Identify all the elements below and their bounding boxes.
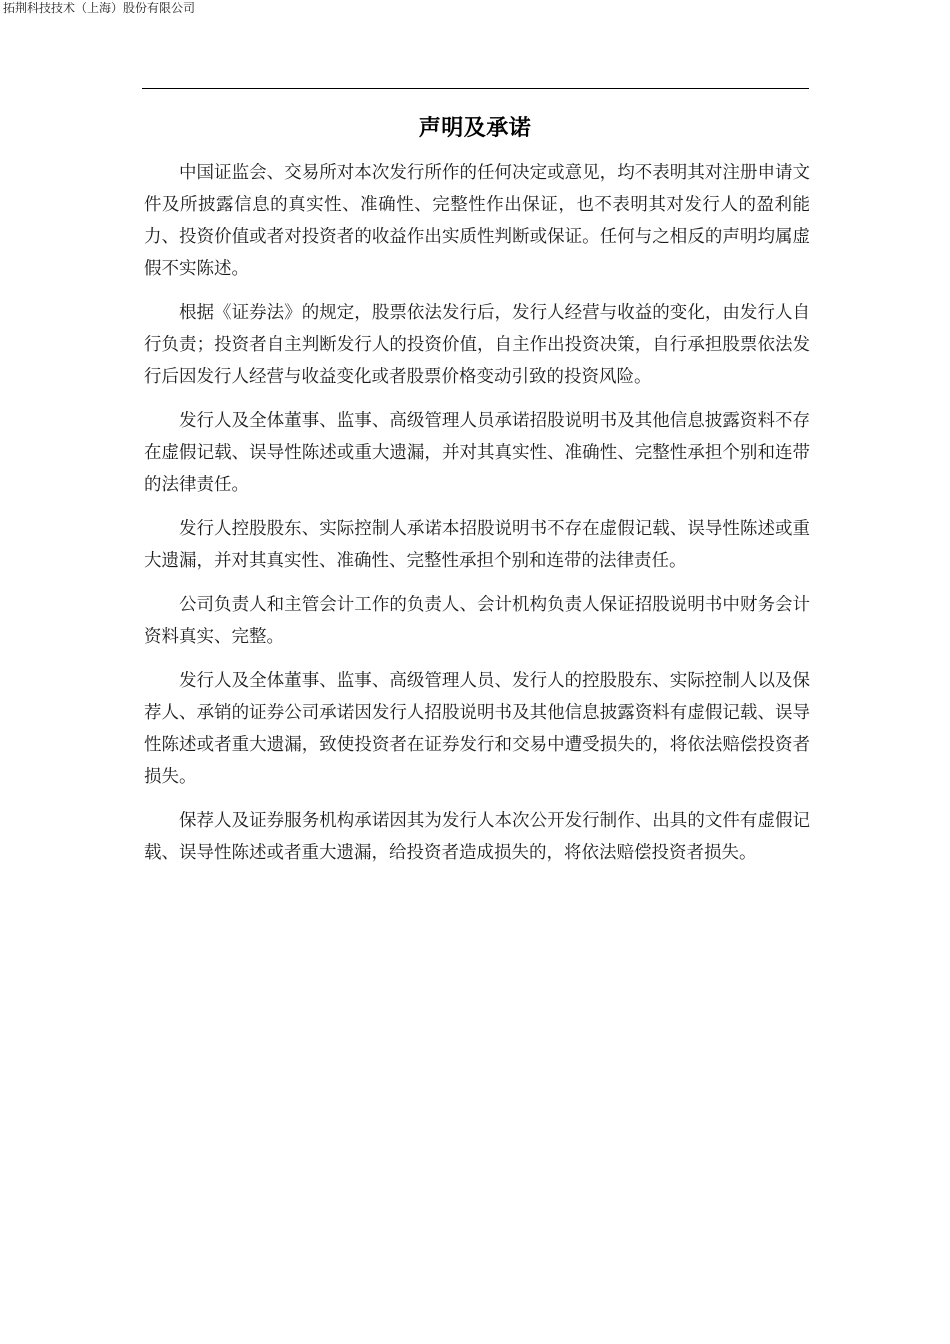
- paragraph-investment-risk: 根据《证券法》的规定，股票依法发行后，发行人经营与收益的变化，由发行人自行负责；投资者自主判断发行人的投资价值，自主作出投资决策，自行承担股票依法发行后因发行人经营与收益变化或者股票价格变动引致的投资风险。: [144, 303, 810, 387]
- statement-body: [144, 157, 810, 881]
- document-title: 声明及承诺: [418, 116, 532, 141]
- header-divider: [142, 88, 809, 89]
- paragraph-regulator-disclaimer: 中国证监会、交易所对本次发行所作的任何决定或意见，均不表明其对注册申请文件及所披露信息的真实性、准确性、完整性作出保证，也不表明其对发行人的盈利能力、投资价值或者对投资者的收益作出实质性判断或保证。任何与之相反的声明均属虚假不实陈述。: [144, 163, 810, 279]
- paragraph-compensation-commitment: 发行人及全体董事、监事、高级管理人员、发行人的控股股东、实际控制人以及保荐人、承销的证券公司承诺因发行人招股说明书及其他信息披露资料有虚假记载、误导性陈述或者重大遗漏，致使投资者在证券发行和交易中遭受损失的，将依法赔偿投资者损失。: [144, 671, 810, 787]
- paragraph-sponsor-commitment: 保荐人及证券服务机构承诺因其为发行人本次公开发行制作、出具的文件有虚假记载、误导性陈述或者重大遗漏，给投资者造成损失的，将依法赔偿投资者损失。: [144, 811, 810, 863]
- paragraph-financial-assurance: 公司负责人和主管会计工作的负责人、会计机构负责人保证招股说明书中财务会计资料真实、完整。: [144, 595, 810, 647]
- paragraph-directors-commitment: 发行人及全体董事、监事、高级管理人员承诺招股说明书及其他信息披露资料不存在虚假记载、误导性陈述或重大遗漏，并对其真实性、准确性、完整性承担个别和连带的法律责任。: [144, 411, 810, 495]
- page-header-company: 拓荆科技技术（上海）股份有限公司: [3, 1, 196, 15]
- paragraph-controlling-shareholder-commitment: 发行人控股股东、实际控制人承诺本招股说明书不存在虚假记载、误导性陈述或重大遗漏，并对其真实性、准确性、完整性承担个别和连带的法律责任。: [144, 519, 810, 571]
